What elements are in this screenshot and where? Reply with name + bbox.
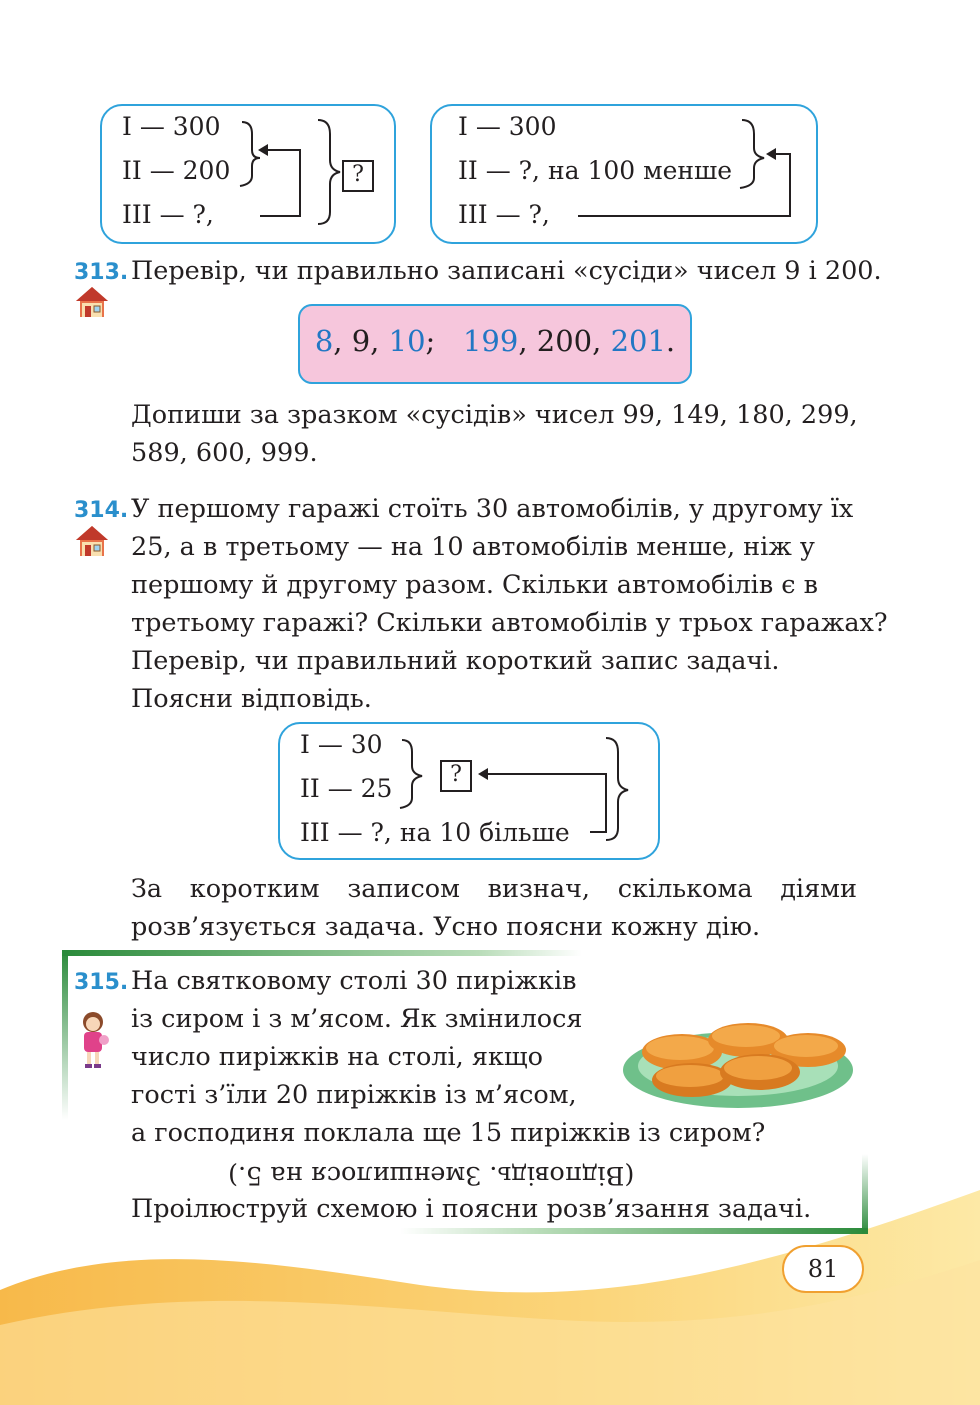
pies-plate-icon: [620, 1010, 860, 1110]
page-number: 81: [782, 1245, 864, 1293]
task-314-line-6: Поясни відповідь.: [131, 684, 372, 714]
task-313-line-3: 589, 600, 999.: [131, 438, 318, 468]
neighbor-end: .: [665, 324, 676, 358]
task-314-line-1: У першому гаражі стоїть 30 автомобілів, у другому їх: [131, 494, 854, 524]
task-315-frame-right: [862, 1154, 868, 1234]
task-315-line-2: із сиром і з м’ясом. Як змінилося: [131, 1004, 583, 1034]
scheme-right-line-1: I — 300: [458, 112, 557, 141]
neighbor-8: 8: [314, 324, 334, 358]
scheme-right-line-2: II — ?, на 100 менше: [458, 156, 733, 185]
neighbor-201: 201: [610, 324, 666, 358]
neighbor-199: 199: [462, 324, 519, 358]
home-icon: [74, 524, 110, 558]
task-315-last-line: Проілюструй схемою і поясни розв’язання задачі.: [131, 1194, 812, 1224]
scheme-314-line-3: III — ?, на 10 більше: [300, 818, 570, 847]
task-315-line-5: а господиня поклала ще 15 пиріжків із сиром?: [131, 1118, 766, 1148]
task-313-number: 313.: [74, 260, 129, 285]
task-314-line-4: третьому гаражі? Скільки автомобілів у трьох гаражах?: [131, 608, 888, 638]
task-315-frame-top: [62, 950, 582, 956]
neighbor-sep-3: , 200,: [518, 324, 611, 358]
task-315-frame-bottom: [400, 1228, 868, 1234]
task-315-line-1: На святковому столі 30 пиріжків: [131, 966, 577, 996]
scheme-314-question-box: ?: [440, 760, 472, 792]
scheme-314-line-2: II — 25: [300, 774, 393, 803]
task-314-after-2: розв’язується задача. Усно поясни кожну дію.: [131, 912, 761, 942]
task-314-line-5: Перевір, чи правильний короткий запис задачі.: [131, 646, 780, 676]
task-313-text: Перевір, чи правильно записані «сусіди» чисел 9 і 200.: [131, 256, 882, 286]
scheme-right-line-3: III — ?,: [458, 200, 550, 229]
scheme-right-brackets: [570, 112, 810, 230]
scheme-left-line-3: III — ?,: [122, 200, 214, 229]
task-314-after-1: За коротким записом визнач, скількома діями: [131, 874, 857, 904]
task-315-answer: (Відповідь. Зменшилося на 5.): [228, 1160, 635, 1190]
scheme-left-question-box: ?: [342, 160, 374, 192]
task-313-line-2: Допиши за зразком «сусідів» чисел 99, 149, 180, 299,: [131, 400, 858, 430]
neighbor-10: 10: [388, 324, 426, 358]
task-314-line-2: 25, а в третьому — на 10 автомобілів менше, ніж у: [131, 532, 815, 562]
home-icon: [74, 285, 110, 319]
girl-icon: [76, 1010, 110, 1070]
task-315-line-4: гості з’їли 20 пиріжків із м’ясом,: [131, 1080, 577, 1110]
neighbor-sep-2: ;: [425, 324, 436, 358]
scheme-left-line-2: II — 200: [122, 156, 231, 185]
scheme-314-line-1: I — 30: [300, 730, 383, 759]
neighbor-sep-1: , 9,: [333, 324, 389, 358]
task-315-frame-left: [62, 950, 68, 1120]
task-315-line-3: число пиріжків на столі, якщо: [131, 1042, 543, 1072]
scheme-left-line-1: I — 300: [122, 112, 221, 141]
task-314-number: 314.: [74, 498, 129, 523]
neighbors-example: [298, 324, 692, 358]
scheme-314-brackets: [396, 730, 636, 848]
task-314-line-3: першому й другому разом. Скільки автомобілів є в: [131, 570, 819, 600]
task-315-number: 315.: [74, 970, 129, 995]
